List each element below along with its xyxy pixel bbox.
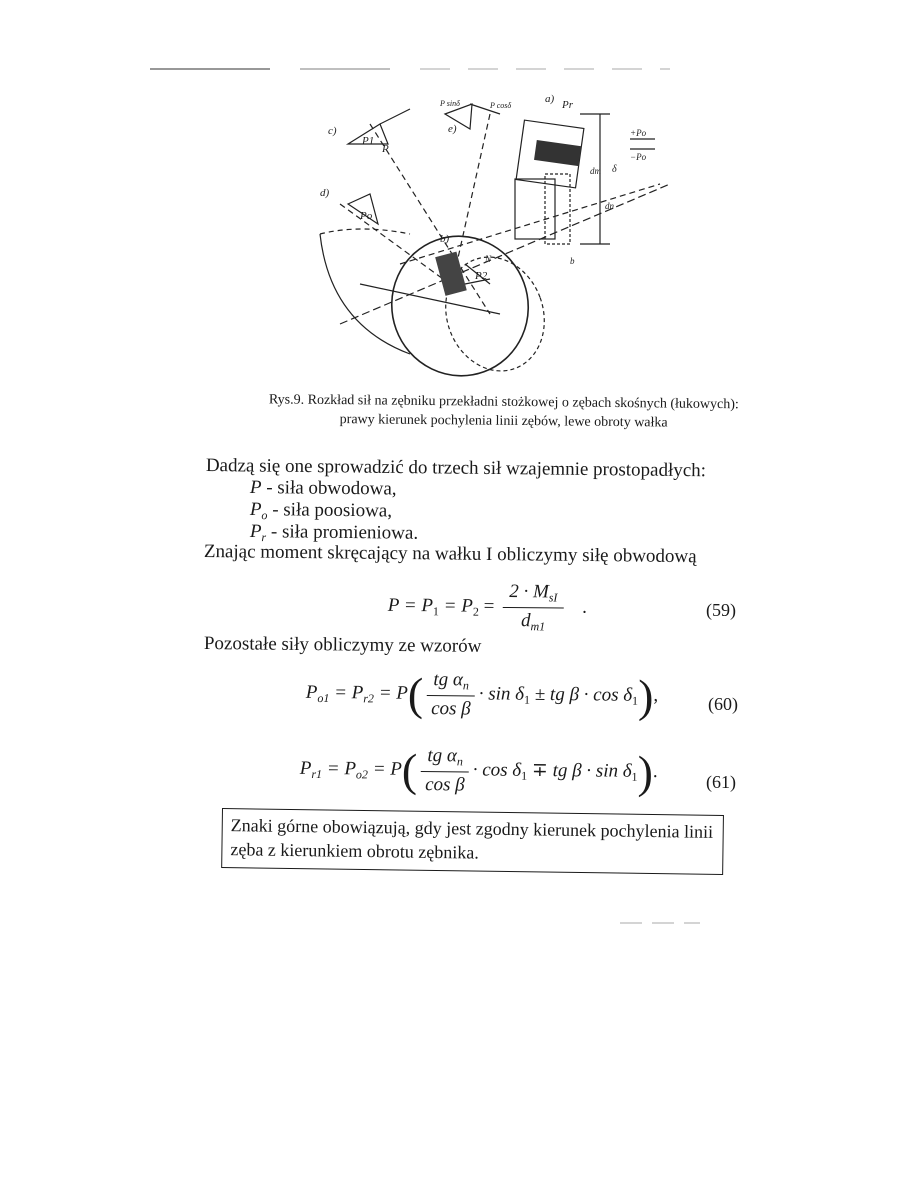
eq59-num-text: 2 · M bbox=[509, 581, 549, 603]
equation-61 bbox=[300, 744, 658, 798]
eq59-sub1: 1 bbox=[432, 604, 439, 619]
force-symbol: P bbox=[249, 521, 262, 543]
eq61-eqp: = P bbox=[367, 758, 403, 780]
bevel-gear-force-diagram bbox=[300, 84, 680, 384]
eq59-num-sub: sI bbox=[548, 590, 558, 605]
force-subscript: o bbox=[261, 508, 268, 523]
eq61-body2-sub: 1 bbox=[631, 769, 638, 784]
figure-caption bbox=[234, 390, 774, 434]
note-line-1: Znaki górne obowiązują, gdy jest zgodny kierunek pochylenia linii bbox=[230, 815, 714, 842]
eq60-body-sub: 1 bbox=[523, 692, 531, 707]
figure-label-p: P bbox=[382, 143, 389, 155]
intro-text: Dadzą się one sprowadzić do trzech sił wzajemnie prostopadłych: bbox=[205, 455, 707, 482]
figure-label-p2: P2 bbox=[475, 270, 488, 282]
equation-59 bbox=[388, 580, 588, 635]
scan-artifact-top bbox=[150, 68, 670, 70]
eq59-den-sub: m1 bbox=[530, 619, 546, 634]
figure-label-b: b) bbox=[440, 233, 450, 245]
force-item-p bbox=[250, 477, 397, 501]
eq61-denominator: cos β bbox=[425, 774, 465, 796]
eq61-body: · cos δ bbox=[472, 759, 522, 781]
eq60-numerator bbox=[427, 669, 475, 696]
note-line-2: zęba z kierunkiem obrotu zębnika. bbox=[230, 839, 479, 863]
force-desc: - siła obwodowa, bbox=[261, 477, 397, 500]
remaining-text: Pozostałe siły obliczymy ze wzorów bbox=[203, 633, 482, 657]
force-desc: - siła promieniowa. bbox=[266, 521, 419, 544]
eq61-mid: = P bbox=[321, 758, 357, 780]
figure-label-po: Po bbox=[360, 210, 373, 222]
figure-label-d: d) bbox=[320, 187, 330, 199]
eq61-lhs-sub: r1 bbox=[311, 766, 323, 782]
figure-label-dn: dn bbox=[605, 201, 614, 211]
eq59-tail: . bbox=[582, 596, 587, 618]
eq61-number: (61) bbox=[706, 772, 736, 792]
force-subscript: r bbox=[261, 530, 267, 545]
figure-label-dm: dm bbox=[590, 166, 601, 176]
eq61-body2: ∓ tg β · sin δ bbox=[527, 759, 632, 782]
caption-line-1: Rys.9. Rozkład sił na zębniku przekładni stożkowej o zębach skośnych (łukowych): bbox=[268, 392, 739, 413]
figure-label-b-dim: b bbox=[570, 256, 575, 266]
eq60-num-text: tg α bbox=[433, 669, 463, 691]
eq60-mid: = P bbox=[329, 682, 364, 704]
eq61-body-sub: 1 bbox=[521, 768, 528, 783]
eq59-fraction bbox=[503, 581, 564, 635]
eq60-number: (60) bbox=[708, 694, 738, 714]
eq60-body2-sub: 1 bbox=[632, 693, 639, 708]
eq60-body2: ± tg β · cos δ bbox=[529, 683, 633, 706]
figure-label-a: a) bbox=[545, 93, 555, 105]
sign-note-text bbox=[230, 813, 721, 868]
moment-text: Znając moment skręcający na wałku I obliczymy siłę obwodową bbox=[203, 541, 697, 568]
eq60-open-paren: ( bbox=[407, 668, 424, 720]
figure-label-plus-po: +Po bbox=[630, 128, 647, 138]
eq60-tail: , bbox=[653, 684, 659, 706]
force-desc: - siła poosiowa, bbox=[267, 499, 393, 522]
eq60-body: · sin δ bbox=[478, 683, 525, 705]
eq60-fraction bbox=[427, 669, 475, 720]
scan-artifact-bottom bbox=[620, 922, 700, 924]
eq61-open-paren: ( bbox=[401, 744, 418, 796]
eq61-numerator bbox=[421, 745, 469, 772]
figure-label-pr: Pr bbox=[562, 99, 573, 111]
figure-label-e: e) bbox=[448, 123, 457, 135]
eq61-fraction bbox=[421, 745, 469, 796]
eq59-den-text: d bbox=[520, 610, 531, 632]
figure-label-c: c) bbox=[328, 125, 337, 137]
eq59-denominator bbox=[503, 608, 563, 635]
eq61-num-text: tg α bbox=[427, 745, 457, 767]
eq59-numerator bbox=[503, 581, 563, 609]
eq60-mid-sub: r2 bbox=[363, 691, 375, 706]
figure-label-p1: P1 bbox=[362, 135, 375, 147]
eq59-mid: = P bbox=[438, 595, 474, 617]
eq61-close-paren: ) bbox=[637, 746, 654, 798]
force-symbol: P bbox=[249, 499, 262, 521]
eq61-mid-sub: o2 bbox=[355, 767, 369, 782]
force-symbol: P bbox=[249, 477, 262, 499]
eq61-lhs: P bbox=[299, 757, 312, 779]
eq60-lhs-sub: o1 bbox=[317, 690, 330, 706]
eq59-number: (59) bbox=[706, 600, 736, 620]
eq60-denominator: cos β bbox=[431, 698, 471, 720]
figure-label-n: N bbox=[485, 254, 492, 264]
figure-label-psin: P sinδ bbox=[440, 99, 460, 108]
figure-label-delta: δ bbox=[612, 164, 617, 175]
eq61-num-sub: n bbox=[456, 754, 463, 769]
eq60-eqp: = P bbox=[373, 682, 409, 704]
eq60-close-paren: ) bbox=[637, 670, 654, 722]
caption-line-2: prawy kierunek pochylenia linii zębów, lewe obroty wałka bbox=[339, 412, 668, 431]
figure-label-pcos: P cosδ bbox=[490, 101, 512, 110]
figure-label-minus-po: −Po bbox=[630, 152, 647, 162]
equation-60 bbox=[306, 668, 659, 722]
eq60-lhs: P bbox=[305, 681, 318, 703]
sign-note-box bbox=[221, 808, 724, 875]
eq59-sub2: 2 bbox=[472, 604, 479, 619]
eq59-equals: = bbox=[478, 595, 495, 617]
eq61-tail: . bbox=[652, 760, 658, 782]
eq59-lhs: P = P bbox=[387, 594, 434, 617]
eq60-num-sub: n bbox=[462, 678, 469, 693]
